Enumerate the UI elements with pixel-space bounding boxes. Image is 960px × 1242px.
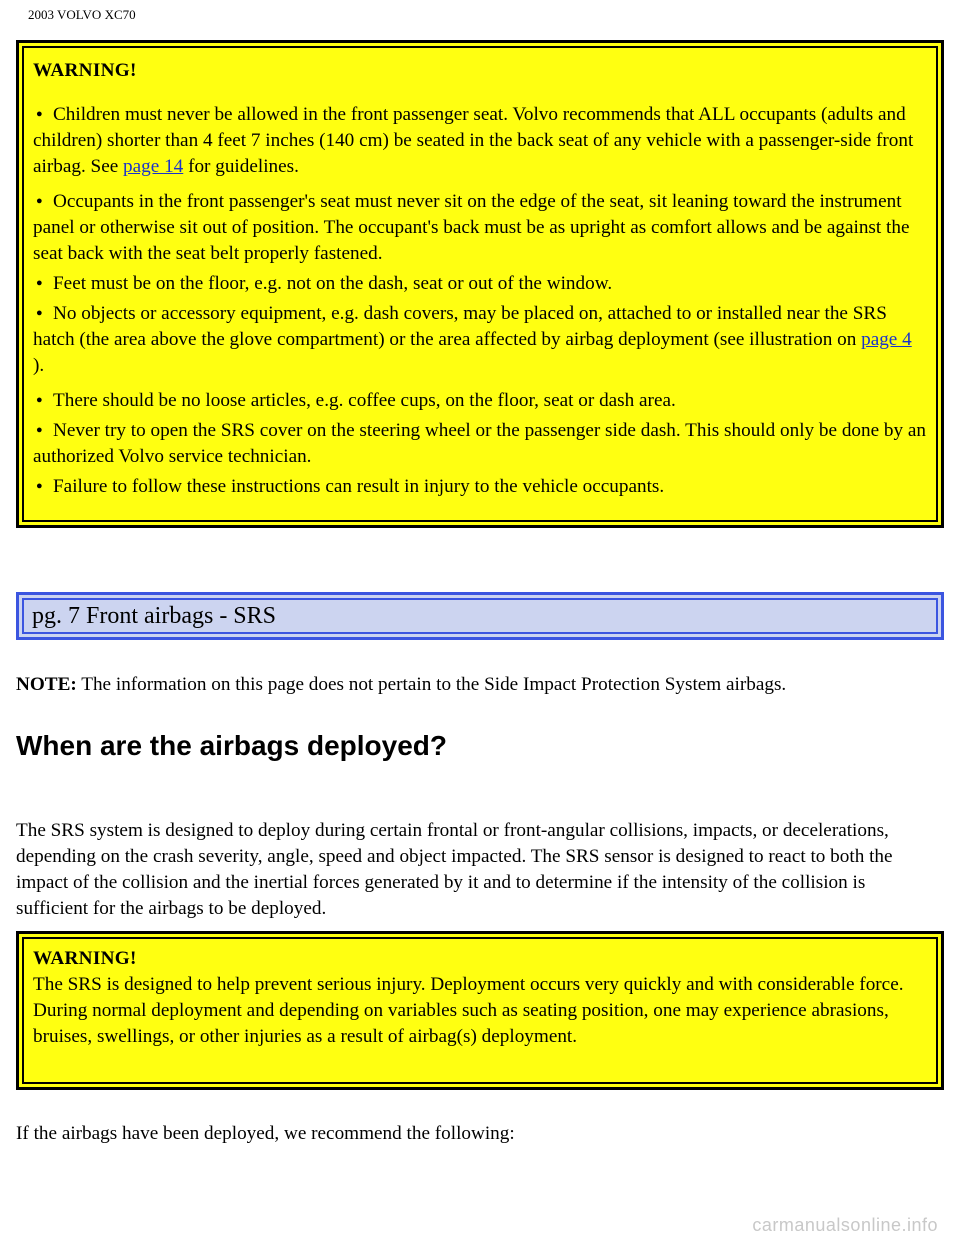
closing-paragraph: If the airbags have been deployed, we recommend the following: (16, 1123, 515, 1144)
list-item: ● Children must never be allowed in the front passenger seat. Volvo recommends that ALL occupants (adults and children) shorter than 4 feet 7 inches (140 cm) be seated in the back seat of any vehicle with a passenger-side front airbag. See page 14 for guidelines. (33, 101, 927, 180)
section-title-bar (16, 592, 944, 640)
note-label: NOTE: (16, 674, 77, 695)
bullet-icon: ● (36, 195, 43, 207)
section-title: pg. 7 Front airbags - SRS (22, 598, 938, 634)
note-paragraph (16, 672, 946, 698)
warning-box-inner (22, 937, 938, 1084)
warning-box-deployment (16, 931, 944, 1090)
list-item: ● Failure to follow these instructions can result in injury to the vehicle occupants. (33, 473, 927, 500)
list-item: ● Feet must be on the floor, e.g. not on the dash, seat or out of the window. (33, 270, 927, 297)
watermark: carmanualsonline.info (752, 1215, 938, 1235)
list-item: ● There should be no loose articles, e.g. coffee cups, on the floor, seat or dash area. (33, 387, 927, 414)
bullet-icon: ● (36, 277, 43, 289)
page-14-link[interactable]: page 14 (123, 156, 184, 177)
warning-title: WARNING! (33, 948, 137, 969)
bullet-icon: ● (36, 108, 43, 120)
page-4-link[interactable]: page 4 (861, 329, 912, 350)
warning-text: The SRS is designed to help prevent serious injury. Deployment occurs very quickly and with considerable force. During normal deployment and depending on variables such as seating position, one may experience abrasions, bruises, swellings, or other injuries as a result of airbag(s) deployment. (33, 974, 904, 1047)
bullet-icon: ● (36, 307, 43, 319)
list-item: ● Never try to open the SRS cover on the steering wheel or the passenger side dash. This should only be done by an authorized Volvo service technician. (33, 417, 927, 470)
document-header: 2003 VOLVO XC70 (28, 7, 136, 22)
list-item: ● Occupants in the front passenger's seat must never sit on the edge of the seat, sit leaning toward the instrument panel or otherwise sit out of position. The occupant's back must be as upright as comfort allows and be against the seat back with the seat belt properly fastened. (33, 188, 927, 267)
bullet-icon: ● (36, 480, 43, 492)
body-paragraph: The SRS system is designed to deploy during certain frontal or front-angular collisions, impacts, or decelerations, depending on the crash severity, angle, speed and object impacted. The SRS sensor is designed to react to both the impact of the collision and the inertial forces generated by it and to determine if the intensity of the collision is sufficient for the airbags to be deployed. (16, 820, 893, 919)
warning-title: WARNING! (33, 60, 137, 81)
section-heading: When are the airbags deployed? (16, 730, 447, 761)
bullet-icon: ● (36, 424, 43, 436)
bullet-icon: ● (36, 394, 43, 406)
warning-list (33, 101, 927, 500)
note-text: The information on this page does not pertain to the Side Impact Protection System airbags. (76, 674, 787, 695)
list-item: ● No objects or accessory equipment, e.g. dash covers, may be placed on, attached to or installed near the SRS hatch (the area above the glove compartment) or the area affected by airbag deployment (see illustration on page 4 ). (33, 300, 927, 379)
warning-box-occupants (16, 40, 944, 528)
warning-box-inner (22, 46, 938, 522)
